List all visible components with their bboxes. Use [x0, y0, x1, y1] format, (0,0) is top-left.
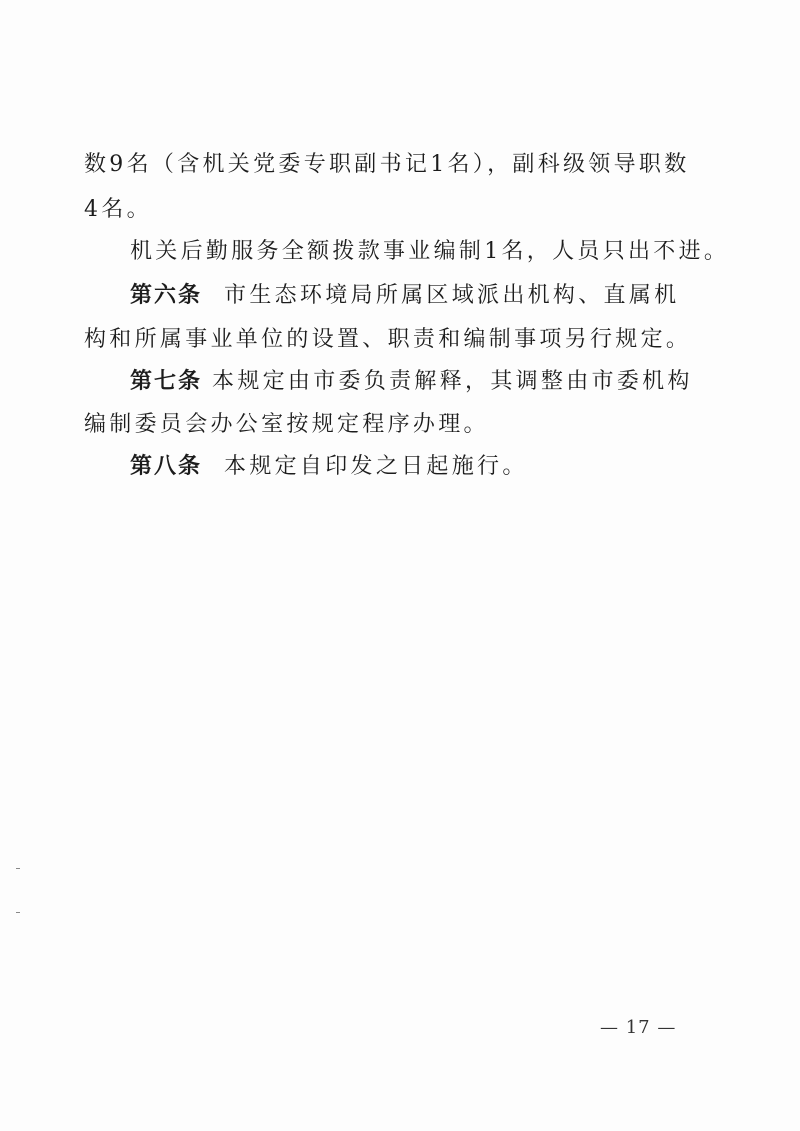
scan-margin-mark — [16, 912, 20, 913]
article-7-text: 本规定由市委负责解释，其调整由市委机构 — [212, 369, 693, 394]
article-6-text: 市生态环境局所属区域派出机构、直属机 — [224, 283, 680, 308]
article-6-first-line — [130, 282, 679, 310]
scan-margin-mark — [16, 868, 20, 869]
article-8-first-line — [130, 453, 528, 481]
body-text-line: 机关后勤服务全额拨款事业编制1名，人员只出不进。 — [130, 239, 730, 264]
article-6-heading: 第六条 — [130, 283, 203, 308]
article-7-text-cont: 编制委员会办公室按规定程序办理。 — [84, 412, 489, 437]
article-8-heading: 第八条 — [130, 454, 203, 479]
body-text-line: 数9名（含机关党委专职副书记1名），副科级领导职数 — [84, 152, 690, 177]
body-text-line: 4名。 — [84, 197, 152, 222]
article-7-first-line — [130, 368, 693, 396]
article-7-heading: 第七条 — [130, 369, 203, 394]
article-6-text-cont: 构和所属事业单位的设置、职责和编制事项另行规定。 — [84, 327, 692, 352]
article-8-text: 本规定自印发之日起施行。 — [224, 454, 528, 479]
page-number: — 17 — — [600, 1017, 677, 1038]
